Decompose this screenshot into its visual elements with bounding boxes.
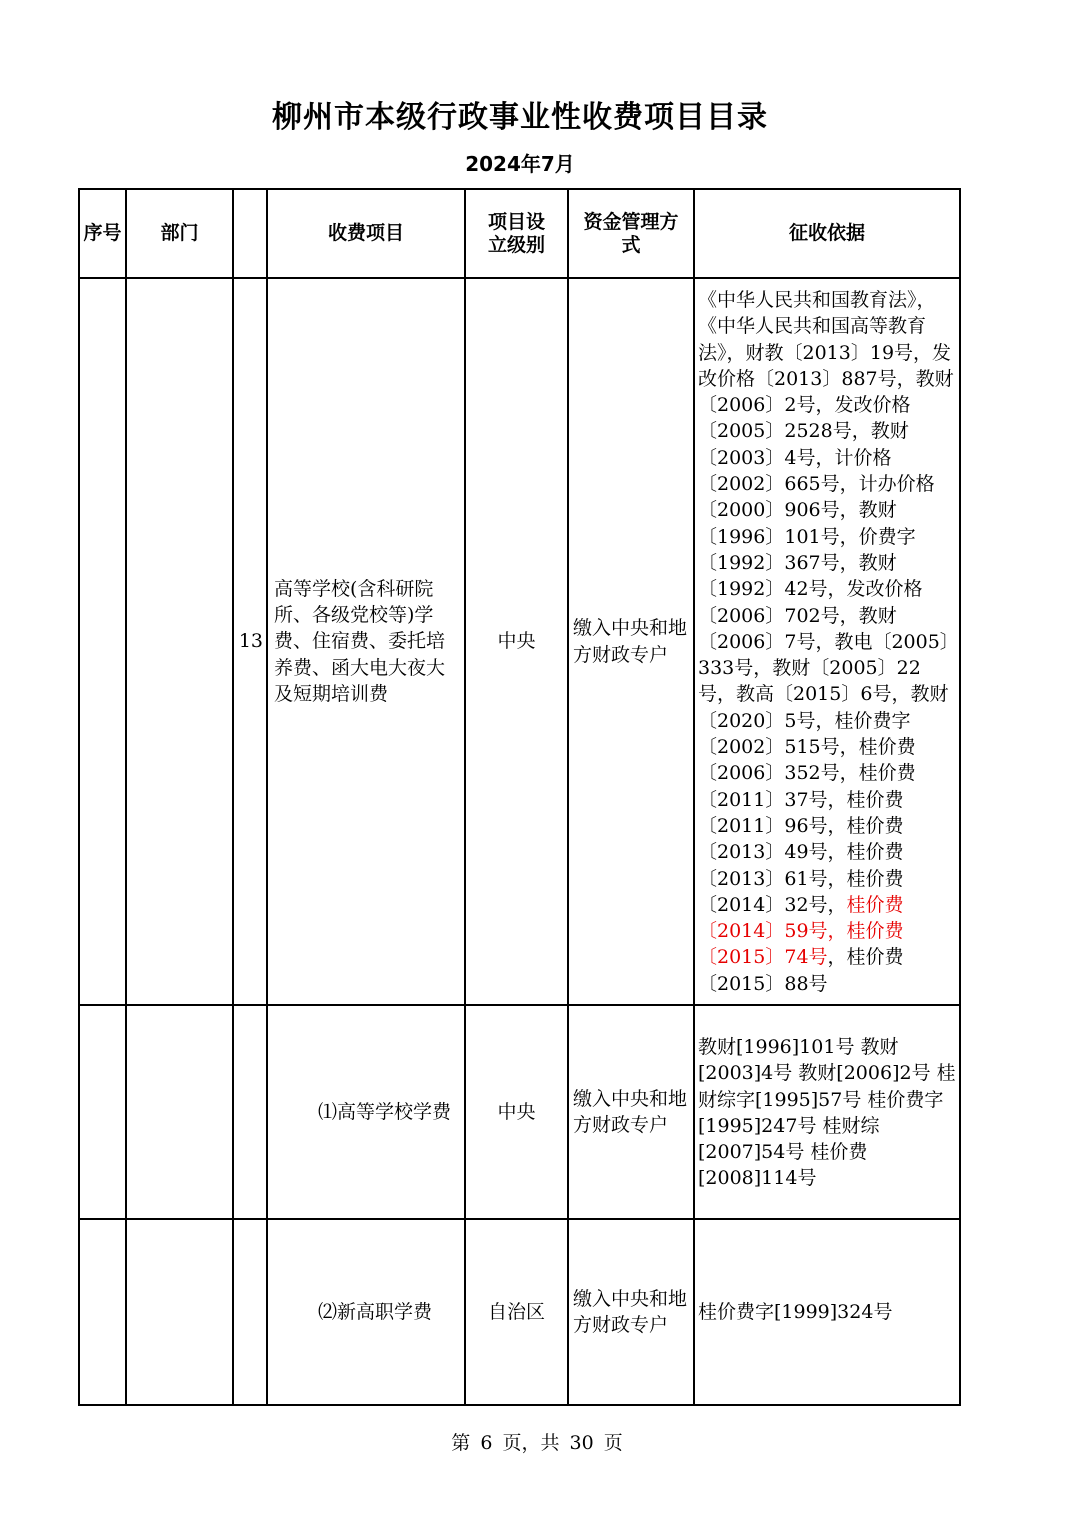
page-subtitle: 2024年7月: [465, 152, 575, 176]
cell-basis: 桂价费字[1999]324号: [694, 1219, 960, 1405]
header-blank: [233, 189, 267, 278]
cell-num: 13: [233, 278, 267, 1005]
header-item: 收费项目: [267, 189, 465, 278]
table-header-row: [79, 189, 960, 278]
cell-seq: [79, 1219, 126, 1405]
cell-fund: 缴入中央和地方财政专户: [568, 278, 694, 1005]
table-row: [79, 1219, 960, 1405]
basis-text: 《中华人民共和国教育法》，《中华人民共和国高等教育法》，财教〔2013〕19号，发改价格〔2013〕887号，教财〔2006〕2号，发改价格〔2005〕2528号，教财〔2003〕4号，计价格〔2002〕665号，计办价格〔2000〕906号，教财〔1996〕101号，价费字〔1992〕367号，教财〔1992〕42号，发改价格〔2006〕702号，教财〔2006〕7号，教电〔2005〕333号，教财〔2005〕22号，教高〔2015〕6号，教财〔2020〕5号，桂价费字〔2002〕515号，桂价费〔2006〕352号，桂价费〔2011〕37号，桂价费〔2011〕96号，桂价费〔2013〕49号，桂价费〔2013〕61号，桂价费〔2014〕32号，: [698, 289, 954, 916]
cell-level: 中央: [465, 1005, 568, 1219]
header-level: 项目设立级别: [465, 189, 568, 278]
table-row: [79, 278, 960, 1005]
table-row: [79, 1005, 960, 1219]
cell-fund: 缴入中央和地方财政专户: [568, 1219, 694, 1405]
cell-item: 高等学校(含科研院所、各级党校等)学费、住宿费、委托培养费、函大电大夜大及短期培训费: [267, 278, 465, 1005]
cell-item: ⑵新高职学费: [267, 1219, 465, 1405]
cell-basis: [694, 278, 960, 1005]
header-dept: 部门: [126, 189, 233, 278]
cell-fund: 缴入中央和地方财政专户: [568, 1005, 694, 1219]
fee-table: [78, 188, 961, 1406]
cell-dept: [126, 1219, 233, 1405]
header-fund: 资金管理方式: [568, 189, 694, 278]
basis-text-red: 桂价费〔2014〕59号，桂价费〔2015〕74号: [698, 893, 904, 969]
cell-item: ⑴高等学校学费: [267, 1005, 465, 1219]
cell-basis: 教财[1996]101号 教财[2003]4号 教财[2006]2号 桂财综字[1995]57号 桂价费字[1995]247号 桂财综[2007]54号 桂价费[2008]114号: [694, 1005, 960, 1219]
header-basis: 征收依据: [694, 189, 960, 278]
header-seq: 序号: [79, 189, 126, 278]
cell-seq: [79, 1005, 126, 1219]
page-footer: 第 6 页，共 30 页: [451, 1432, 623, 1454]
cell-seq: [79, 278, 126, 1005]
cell-level: 中央: [465, 278, 568, 1005]
cell-dept: [126, 1005, 233, 1219]
cell-dept: [126, 278, 233, 1005]
basis-text-tail: ，桂价费〔2015〕88号: [698, 946, 904, 995]
cell-level: 自治区: [465, 1219, 568, 1405]
page-title: 柳州市本级行政事业性收费项目目录: [272, 100, 768, 135]
cell-num: [233, 1005, 267, 1219]
cell-num: [233, 1219, 267, 1405]
